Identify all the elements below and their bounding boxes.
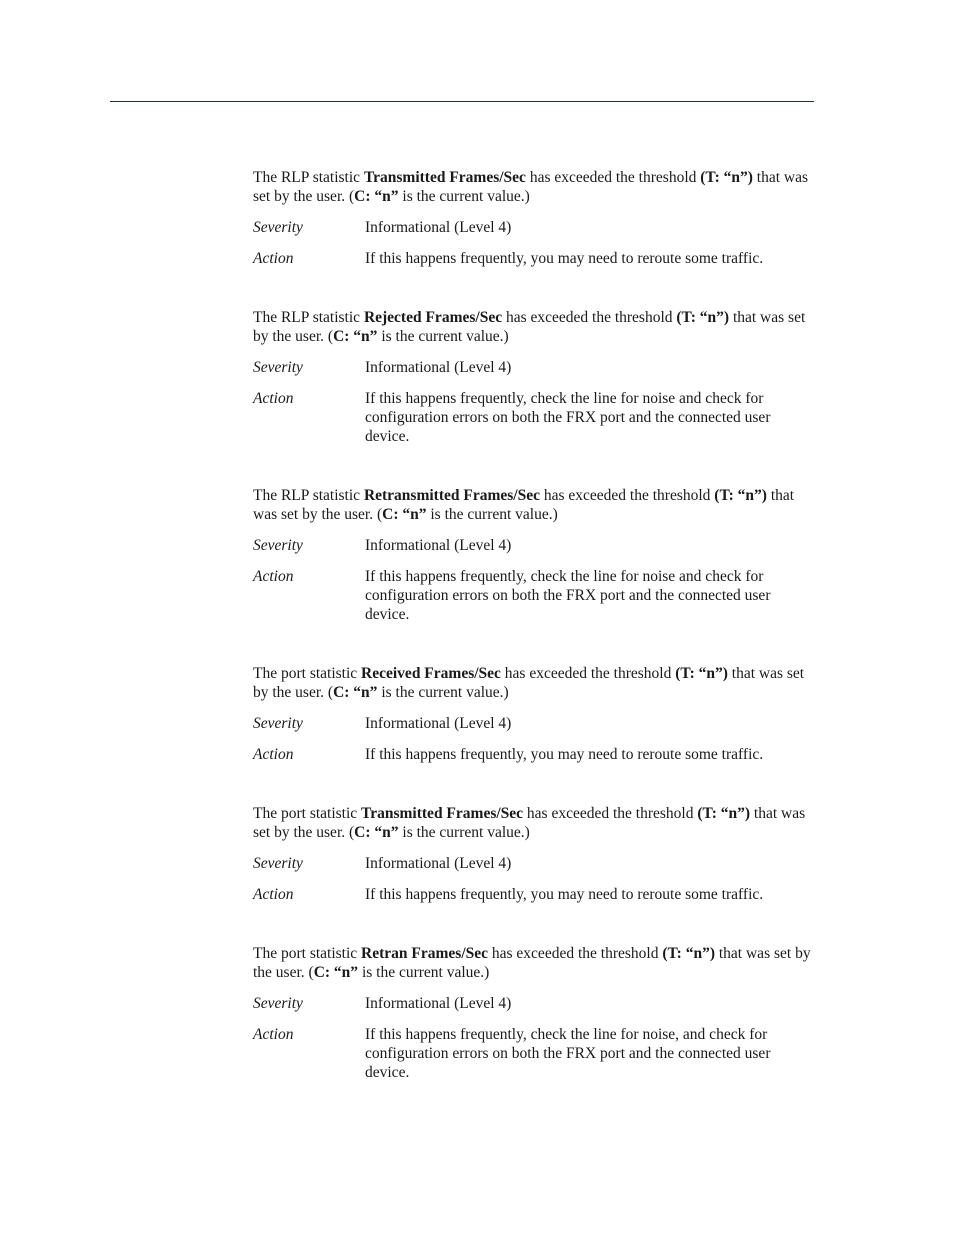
message-description: The port statistic Retran Frames/Sec has exceeded the threshold (T: “n”) that was set by the user. (C: “n” is the current value.)	[253, 945, 811, 981]
action-row	[253, 1025, 818, 1082]
severity-value: Informational (Level 4)	[365, 715, 512, 732]
action-value: If this happens frequently, you may need to reroute some traffic.	[365, 886, 764, 903]
message-entry	[253, 168, 818, 268]
severity-value: Informational (Level 4)	[365, 995, 512, 1012]
action-value: If this happens frequently, check the line for noise and check for configuration errors on both the FRX port and the connected user device.	[365, 568, 771, 623]
severity-label: Severity	[253, 219, 303, 236]
message-description: The RLP statistic Transmitted Frames/Sec has exceeded the threshold (T: “n”) that was set by the user. (C: “n” is the current value.)	[253, 169, 809, 205]
severity-label: Severity	[253, 359, 303, 376]
action-value: If this happens frequently, check the line for noise, and check for configuration errors on both the FRX port and the connected user device.	[365, 1026, 771, 1081]
message-entry	[253, 944, 818, 1082]
severity-value: Informational (Level 4)	[365, 219, 512, 236]
message-entry	[253, 308, 818, 446]
action-row	[253, 249, 818, 268]
action-row	[253, 389, 818, 446]
action-label: Action	[253, 390, 294, 407]
message-entry	[253, 664, 818, 764]
action-label: Action	[253, 1026, 294, 1043]
message-description: The RLP statistic Rejected Frames/Sec has exceeded the threshold (T: “n”) that was set by the user. (C: “n” is the current value.)	[253, 309, 806, 345]
action-label: Action	[253, 568, 294, 585]
severity-label: Severity	[253, 855, 303, 872]
severity-label: Severity	[253, 537, 303, 554]
action-row	[253, 745, 818, 764]
severity-row	[253, 358, 818, 377]
severity-row	[253, 218, 818, 237]
severity-row	[253, 714, 818, 733]
message-description: The port statistic Transmitted Frames/Sec has exceeded the threshold (T: “n”) that was set by the user. (C: “n” is the current value.)	[253, 805, 806, 841]
action-row	[253, 567, 818, 624]
severity-row	[253, 536, 818, 555]
action-label: Action	[253, 250, 294, 267]
message-entry	[253, 486, 818, 624]
severity-row	[253, 854, 818, 873]
severity-value: Informational (Level 4)	[365, 537, 512, 554]
message-description: The port statistic Received Frames/Sec has exceeded the threshold (T: “n”) that was set by the user. (C: “n” is the current value.)	[253, 665, 805, 701]
severity-label: Severity	[253, 715, 303, 732]
message-entry	[253, 804, 818, 904]
message-description: The RLP statistic Retransmitted Frames/Sec has exceeded the threshold (T: “n”) that was set by the user. (C: “n” is the current value.)	[253, 487, 795, 523]
header-rule	[110, 101, 814, 102]
severity-value: Informational (Level 4)	[365, 855, 512, 872]
severity-row	[253, 994, 818, 1013]
severity-label: Severity	[253, 995, 303, 1012]
severity-value: Informational (Level 4)	[365, 359, 512, 376]
action-value: If this happens frequently, check the line for noise and check for configuration errors on both the FRX port and the connected user device.	[365, 390, 771, 445]
action-value: If this happens frequently, you may need to reroute some traffic.	[365, 746, 764, 763]
action-label: Action	[253, 746, 294, 763]
action-value: If this happens frequently, you may need to reroute some traffic.	[365, 250, 764, 267]
action-label: Action	[253, 886, 294, 903]
action-row	[253, 885, 818, 904]
